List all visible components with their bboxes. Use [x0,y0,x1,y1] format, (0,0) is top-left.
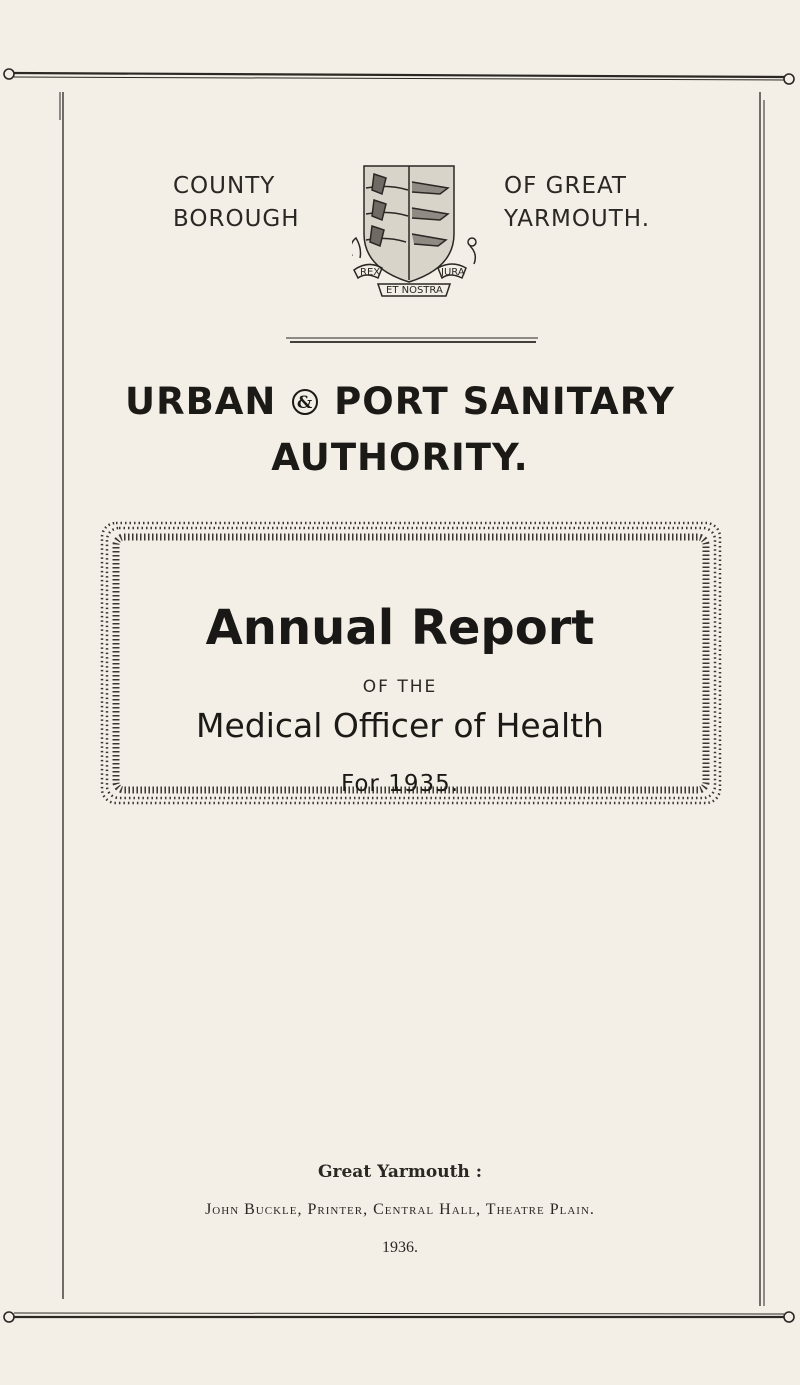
printer-imprint: John Buckle, Printer, Central Hall, Theatre Plain. [205,1201,595,1218]
port-sanitary-words: PORT SANITARY [334,380,675,423]
borough-crest [352,164,490,299]
place-of-publication: Great Yarmouth : [318,1162,482,1182]
report-title: Annual Report [205,600,595,656]
yarmouth-word: YARMOUTH. [504,206,651,232]
ampersand-ornament [290,387,320,417]
svg-text:&: & [297,393,314,413]
corner-ornament-top-right [784,74,794,84]
county-borough-heading [173,170,300,236]
county-word: COUNTY [173,173,276,199]
authority-title-line1 [0,380,800,423]
great-yarmouth-heading [504,170,650,236]
printing-year: 1936. [382,1239,418,1256]
medical-officer-line: Medical Officer of Health [196,706,604,745]
corner-ornament-top-left [4,69,14,79]
of-great-word: OF GREAT [504,173,627,199]
report-year-line: For 1935. [340,771,460,797]
corner-ornament-bottom-left [4,1312,14,1322]
of-the-text: OF THE [362,677,438,697]
crest-motto-rex: REX [360,267,381,278]
borough-word: BOROUGH [173,206,300,232]
crest-motto-jura: JURA [441,267,465,278]
authority-title-line2: AUTHORITY. [271,436,529,479]
header-divider [286,338,538,342]
dotted-border [116,537,706,790]
frame-top-rule [14,73,784,77]
urban-word: URBAN [125,380,277,423]
corner-ornament-bottom-right [784,1312,794,1322]
crest-motto-et-nostra: ET NOSTRA [386,285,443,296]
